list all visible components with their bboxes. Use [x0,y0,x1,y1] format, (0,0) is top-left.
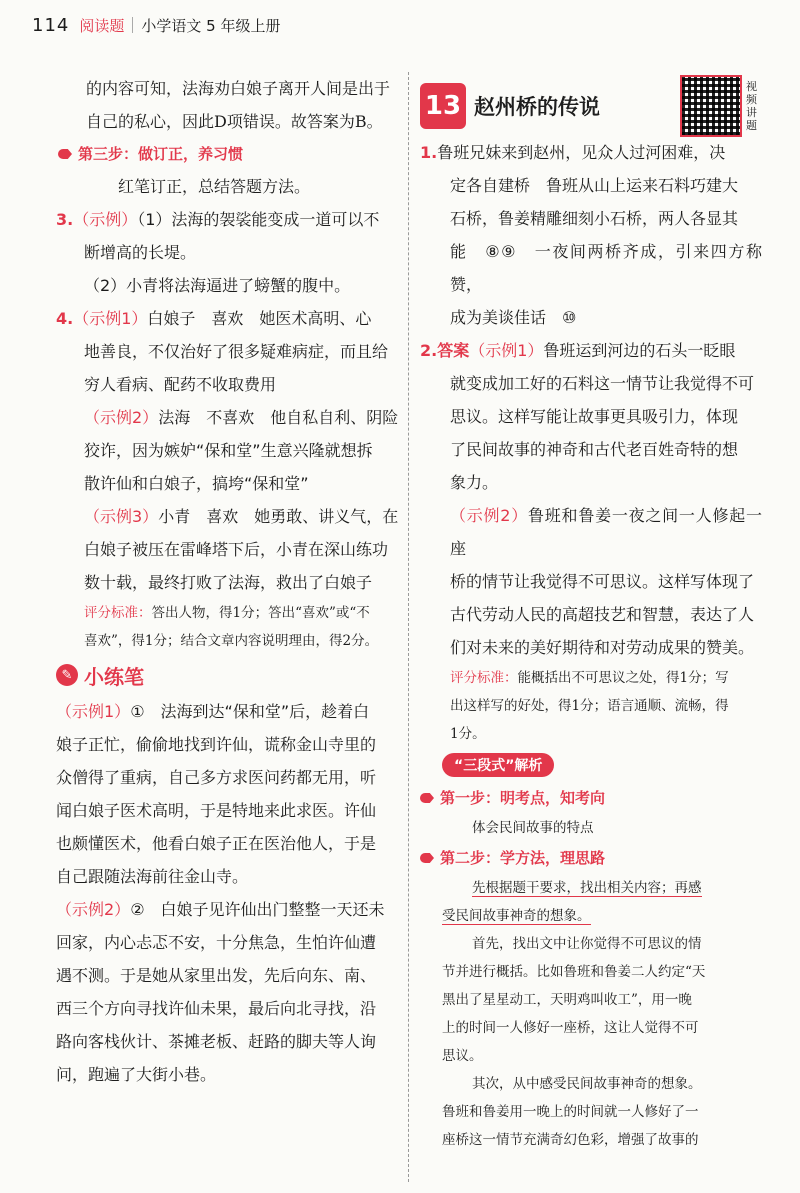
intro-line: 的内容可知，法海劝白娘子离开人间是出于 [86,79,391,98]
step3-text: 红笔订正，总结答题方法。 [118,177,311,196]
page-header [32,10,280,40]
q1-line: 定各自建桥 鲁班从山上运来石料巧建大 [450,176,739,195]
step1-heading: 第一步：明考点，知考向 [420,782,762,814]
qr-code-icon[interactable] [680,75,742,137]
q2-ex2-line: 古代劳动人民的高超技艺和智慧，表达了人 [450,605,755,624]
q4-ex3-line: 白娘子被压在雷峰塔下后，小青在深山练功 [84,540,389,559]
q2-score-line: 1分。 [450,726,486,742]
q1-line: 1.鲁班兄妹来到赵州，见众人过河困难，决 [420,143,726,162]
q2-ex1-line: 象力。 [450,473,499,492]
q4-ex2-line: （示例2）法海 不喜欢 他自私自利、阴险 [84,408,399,427]
q4-ex2-line: 狡诈，因为嫉妒“保和堂”生意兴隆就想拆 [84,441,373,460]
para1-line: 黑出了星星动工，天明鸡叫收工”，用一晚 [442,992,692,1008]
practice-ex2-line: （示例2）② 白娘子见许仙出门整整一天还未 [56,900,385,919]
lesson-header [420,76,762,136]
lesson-title: 赵州桥的传说 [474,95,600,119]
q2-ex2-line: （示例2）鲁班和鲁姜一夜之间一人修起一座 [450,506,762,558]
step3-heading: 第三步：做订正，养习惯 [58,138,408,170]
q2-score-line: 评分标准：能概括出不可思议之处，得1分；写 [450,670,729,686]
q2-ex1-line: 2.答案（示例1）鲁班运到河边的石头一眨眼 [420,341,736,360]
para1-line: 思议。 [442,1048,483,1064]
para2-line: 其次，从中感受民间故事神奇的想象。 [472,1076,702,1092]
practice-ex2-line: 遇不测。于是她从家里出发，先后向东、南、 [56,966,377,985]
q4-ex1-line: 地善良，不仅治好了很多疑难病症，而且给 [84,342,389,361]
q1-line: 石桥，鲁姜精雕细刻小石桥，两人各显其 [450,209,739,228]
practice-heading: ✎ 小练笔 [56,655,408,695]
q4-ex3-line: 数十载，最终打败了法海，救出了白娘子 [84,573,373,592]
video-label: 视频讲题 [746,80,757,132]
para1-line: 首先，找出文中让你觉得不可思议的情 [472,936,702,952]
practice-ex2-line: 西三个方向寻找许仙未果，最后向北寻找，沿 [56,999,377,1018]
header-divider [132,17,133,33]
q4-ex2-line: 散许仙和白娘子，搞垮“保和堂” [84,474,309,493]
step1-text: 体会民间故事的特点 [472,820,594,836]
left-column [56,72,408,1091]
practice-ex1-line: 也颇懂医术，他看白娘子正在医治他人，于是 [56,834,377,853]
arrow-icon [58,149,72,159]
step2-text: 先根据题干要求，找出相关内容；再感 [472,880,702,896]
step2-heading: 第二步：学方法，理思路 [420,842,762,874]
arrow-icon [420,853,434,863]
practice-ex1-line: 众僧得了重病，自己多方求医问药都无用，听 [56,768,377,787]
analysis-pill-row [420,748,762,782]
q2-ex1-line: 就变成加工好的石料这一情节让我觉得不可 [450,374,755,393]
practice-ex2-line: 路向客栈伙计、茶摊老板、赶路的脚夫等人询 [56,1032,377,1051]
q2-ex1-line: 思议。这样写能让故事更具吸引力，体现 [450,407,739,426]
q2-score-line: 出这样写的好处，得1分；语言通顺、流畅，得 [450,698,729,714]
q2-ex2-line: 们对未来的美好期待和对劳动成果的赞美。 [450,638,755,657]
q4-score-line: 评分标准：答出人物，得1分；答出“喜欢”或“不 [84,605,370,621]
practice-ex1-line: 自己跟随法海前往金山寺。 [56,867,249,886]
practice-ex1-line: 闻白娘子医术高明，于是特地来此求医。许仙 [56,801,377,820]
practice-ex2-line: 问，跑遍了大街小巷。 [56,1065,217,1084]
step2-text: 受民间故事神奇的想象。 [442,908,591,924]
right-column [420,82,762,1154]
analysis-pill: “三段式”解析 [442,753,554,777]
arrow-icon [420,793,434,803]
para2-line: 座桥这一情节充满奇幻色彩，增强了故事的 [442,1132,699,1148]
column-divider [408,72,409,1182]
q3-line: （2）小青将法海逼进了螃蟹的腹中。 [84,276,351,295]
intro-line: 自己的私心，因此D项错误。故答案为B。 [86,112,383,131]
practice-ex1-line: 娘子正忙，偷偷地找到许仙，谎称金山寺里的 [56,735,377,754]
para2-line: 鲁班和鲁姜用一晚上的时间就一人修好了一 [442,1104,699,1120]
page-number: 114 [32,14,70,36]
para1-line: 上的时间一人修好一座桥，这让人觉得不可 [442,1020,699,1036]
section-label: 阅读题 [79,16,125,35]
q4-ex3-line: （示例3）小青 喜欢 她勇敢、讲义气，在 [84,507,399,526]
book-title: 小学语文 5 年级上册 [141,16,281,35]
q3-line: 3.（示例）（1）法海的袈裟能变成一道可以不 [56,210,380,229]
q4-score-line: 喜欢”，得1分；结合文章内容说明理由，得2分。 [84,633,379,649]
practice-ex1-line: （示例1）① 法海到达“保和堂”后，趁着白 [56,702,370,721]
q3-line: 断增高的长堤。 [84,243,197,262]
para1-line: 节并进行概括。比如鲁班和鲁姜二人约定“天 [442,964,706,980]
lesson-number: 13 [420,83,466,129]
q2-ex2-line: 桥的情节让我觉得不可思议。这样写体现了 [450,572,755,591]
pen-icon: ✎ [56,664,78,686]
q4-ex1-line: 4.（示例1）白娘子 喜欢 她医术高明、心 [56,309,372,328]
q1-line: 能 ⑧⑨ 一夜间两桥齐成，引来四方称赞， [450,242,762,294]
practice-ex2-line: 回家，内心忐忑不安，十分焦急，生怕许仙遭 [56,933,377,952]
q4-ex1-line: 穷人看病、配药不收取费用 [84,375,277,394]
q1-line: 成为美谈佳话 ⑩ [450,308,577,327]
q2-ex1-line: 了民间故事的神奇和古代老百姓奇特的想 [450,440,739,459]
